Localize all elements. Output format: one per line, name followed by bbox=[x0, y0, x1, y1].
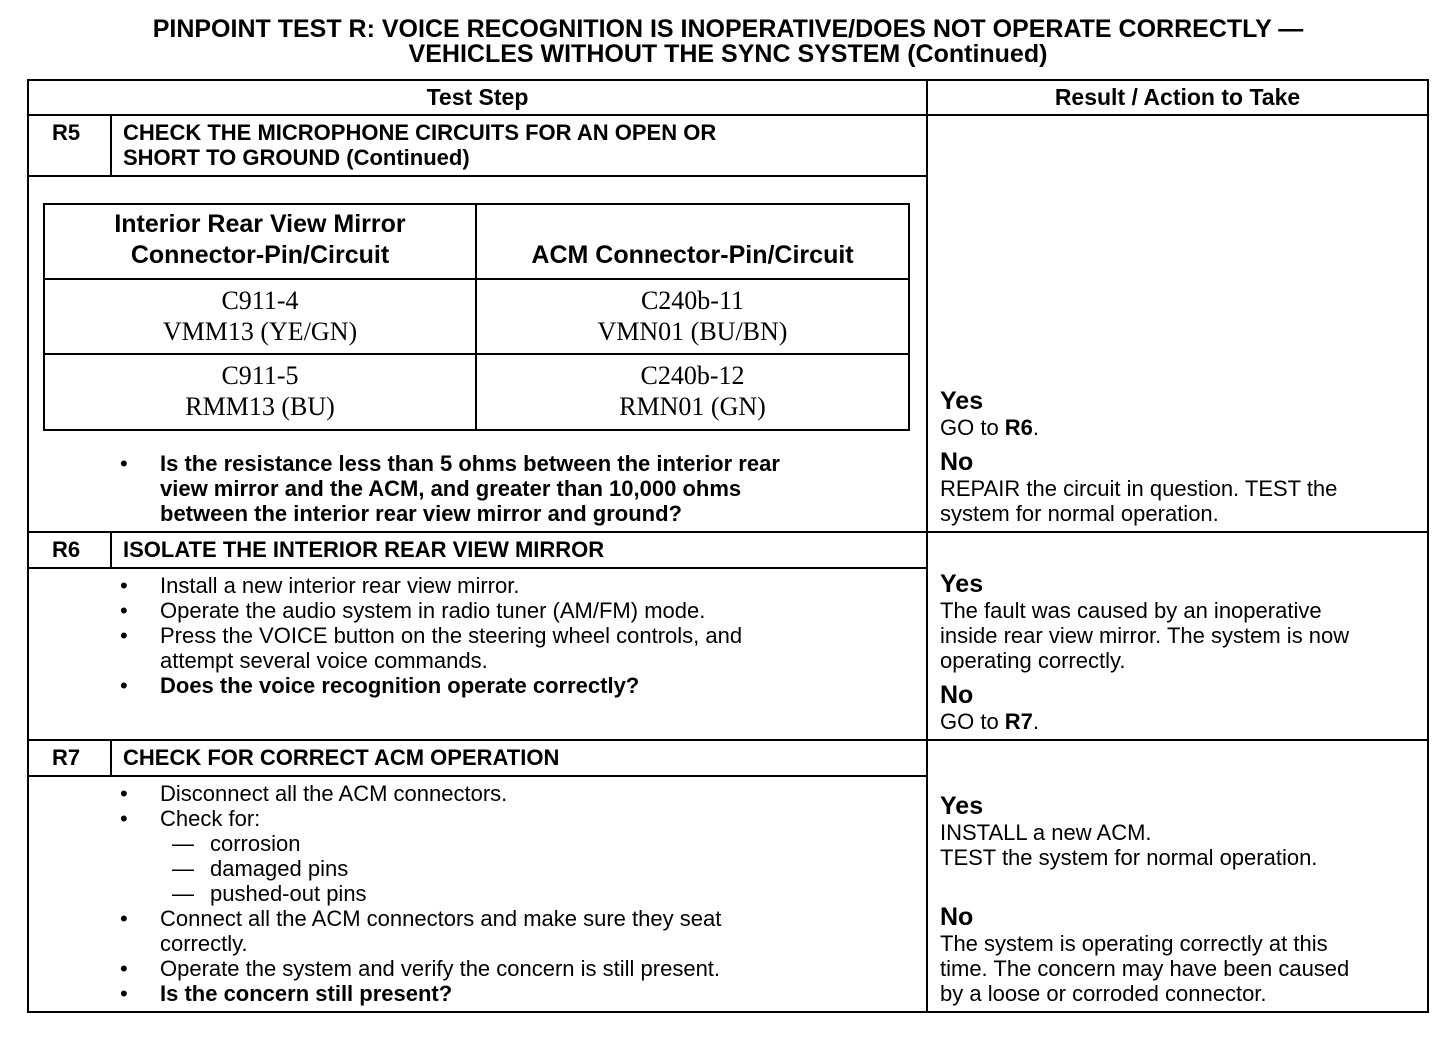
r6-heading-underline bbox=[27, 567, 927, 569]
r7-no-action-line2: time. The concern may have been caused bbox=[940, 956, 1350, 981]
r5-question-line1: Is the resistance less than 5 ohms between the interior rear bbox=[160, 451, 780, 476]
r6-yes-label: Yes bbox=[940, 570, 984, 598]
header-result: Result / Action to Take bbox=[1054, 84, 1301, 110]
col-acm-header: ACM Connector-Pin/Circuit bbox=[531, 241, 854, 269]
r7-yes-action-line2: TEST the system for normal operation. bbox=[940, 845, 1318, 870]
r6-top-border bbox=[27, 531, 1429, 533]
r6-bullet-2: Operate the audio system in radio tuner (AM/FM) mode. bbox=[160, 598, 706, 623]
table-border-left bbox=[27, 79, 29, 1013]
table-cell: RMN01 (GN) bbox=[619, 392, 766, 421]
header-test-step: Test Step bbox=[426, 84, 529, 110]
r7-yes-label: Yes bbox=[940, 792, 984, 820]
r7-bullet-3-line1: Connect all the ACM connectors and make sure they seat bbox=[160, 906, 722, 931]
r6-yes-action-line1: The fault was caused by an inoperative bbox=[940, 598, 1322, 623]
r5-no-action-line1: REPAIR the circuit in question. TEST the bbox=[940, 476, 1338, 501]
r6-bullet-1: Install a new interior rear view mirror. bbox=[160, 573, 520, 598]
col-mirror-header-line2: Connector-Pin/Circuit bbox=[130, 241, 390, 269]
table-cell: RMM13 (BU) bbox=[185, 392, 335, 421]
dash-icon: — bbox=[172, 856, 194, 881]
col-mirror-header-line1: Interior Rear View Mirror bbox=[114, 210, 406, 238]
r6-yes-action-line2: inside rear view mirror. The system is now bbox=[940, 623, 1350, 648]
table-cell: C240b-12 bbox=[640, 361, 745, 390]
bullet-icon: • bbox=[120, 981, 128, 1006]
table-cell: VMM13 (YE/GN) bbox=[162, 317, 358, 346]
r7-yes-action-line1: INSTALL a new ACM. bbox=[940, 820, 1152, 845]
r6-yes-action-line3: operating correctly. bbox=[940, 648, 1126, 673]
bullet-icon: • bbox=[120, 451, 128, 476]
r5-step-id: R5 bbox=[52, 120, 81, 145]
r6-no-label: No bbox=[940, 681, 974, 709]
bullet-icon: • bbox=[120, 623, 128, 648]
r5-no-label: No bbox=[940, 448, 974, 476]
r6-question: Does the voice recognition operate correctly? bbox=[160, 673, 640, 698]
bullet-icon: • bbox=[120, 598, 128, 623]
r5-heading-line2: SHORT TO GROUND (Continued) bbox=[123, 145, 470, 170]
table-border-bottom bbox=[27, 1011, 1429, 1013]
r7-bullet-4: Operate the system and verify the concern is still present. bbox=[160, 956, 721, 981]
bullet-icon: • bbox=[120, 673, 128, 698]
r5-question-line2: view mirror and the ACM, and greater than 10,000 ohms bbox=[160, 476, 742, 501]
dash-icon: — bbox=[172, 881, 194, 906]
r5-id-divider bbox=[110, 114, 112, 176]
page-title-line1: PINPOINT TEST R: VOICE RECOGNITION IS INOPERATIVE/DOES NOT OPERATE CORRECTLY — bbox=[152, 15, 1304, 43]
r6-id-divider bbox=[110, 531, 112, 569]
table-cell: C911-4 bbox=[221, 286, 299, 315]
r5-no-action-line2: system for normal operation. bbox=[940, 501, 1219, 526]
connector-pin-table bbox=[43, 203, 910, 431]
r7-question: Is the concern still present? bbox=[160, 981, 453, 1006]
r7-step-id: R7 bbox=[52, 745, 81, 770]
r7-bullet-1: Disconnect all the ACM connectors. bbox=[160, 781, 508, 806]
r7-top-border bbox=[27, 739, 1429, 741]
r5-heading-underline bbox=[27, 175, 927, 177]
r5-yes-label: Yes bbox=[940, 387, 984, 415]
page-title-line2: VEHICLES WITHOUT THE SYNC SYSTEM (Continued) bbox=[408, 40, 1048, 68]
r7-no-label: No bbox=[940, 903, 974, 931]
dash-icon: — bbox=[172, 831, 194, 856]
r5-yes-action: GO to R6. bbox=[940, 415, 1040, 440]
bullet-icon: • bbox=[120, 781, 128, 806]
r7-bullet-3-line2: correctly. bbox=[160, 931, 248, 956]
r7-check-damaged-pins: damaged pins bbox=[210, 856, 349, 881]
r6-bullet-3-line2: attempt several voice commands. bbox=[160, 648, 488, 673]
r7-no-action-line3: by a loose or corroded connector. bbox=[940, 981, 1267, 1006]
r7-check-pushed-out-pins: pushed-out pins bbox=[210, 881, 367, 906]
bullet-icon: • bbox=[120, 906, 128, 931]
table-cell: VMN01 (BU/BN) bbox=[597, 317, 788, 346]
table-border-right bbox=[1427, 79, 1429, 1013]
r7-no-action-line1: The system is operating correctly at this bbox=[940, 931, 1328, 956]
r6-bullet-3-line1: Press the VOICE button on the steering wheel controls, and bbox=[160, 623, 743, 648]
table-cell: C911-5 bbox=[221, 361, 299, 390]
table-cell: C240b-11 bbox=[640, 286, 745, 315]
r6-no-action: GO to R7. bbox=[940, 709, 1040, 734]
table-border-top bbox=[27, 79, 1429, 81]
r7-id-divider bbox=[110, 739, 112, 777]
r7-check-corrosion: corrosion bbox=[210, 831, 301, 856]
r5-question-line3: between the interior rear view mirror and ground? bbox=[160, 501, 682, 526]
bullet-icon: • bbox=[120, 573, 128, 598]
r6-step-id: R6 bbox=[52, 537, 81, 562]
r7-heading: CHECK FOR CORRECT ACM OPERATION bbox=[123, 745, 560, 770]
bullet-icon: • bbox=[120, 806, 128, 831]
r5-heading-line1: CHECK THE MICROPHONE CIRCUITS FOR AN OPEN OR bbox=[123, 120, 717, 145]
column-divider bbox=[926, 79, 928, 1013]
bullet-icon: • bbox=[120, 956, 128, 981]
header-divider bbox=[27, 114, 1429, 116]
r6-heading: ISOLATE THE INTERIOR REAR VIEW MIRROR bbox=[123, 537, 605, 562]
r7-bullet-2: Check for: bbox=[160, 806, 261, 831]
r7-heading-underline bbox=[27, 775, 927, 777]
